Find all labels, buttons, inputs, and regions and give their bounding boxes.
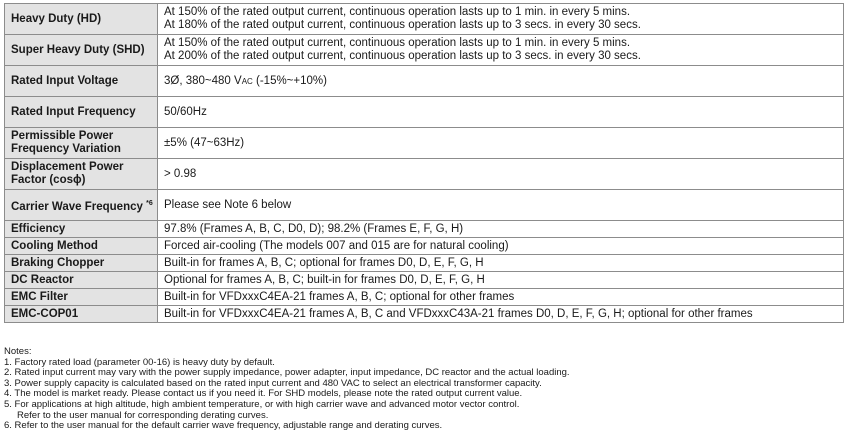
spec-table	[4, 3, 844, 323]
table-row	[5, 190, 844, 221]
row-value: Optional for frames A, B, C; built-in for frames D0, D, E, F, G, H	[158, 272, 844, 289]
notes-heading: Notes:	[4, 346, 32, 357]
row-value: Forced air-cooling (The models 007 and 015 are for natural cooling)	[158, 238, 844, 255]
row-value: Please see Note 6 below	[158, 190, 844, 221]
row-value	[158, 4, 844, 35]
row-value	[158, 66, 844, 97]
table-row	[5, 238, 844, 255]
row-label: Heavy Duty (HD)	[5, 4, 158, 35]
table-row	[5, 289, 844, 306]
table-row	[5, 255, 844, 272]
note-item: 3. Power supply capacity is calculated based on the rated input current and 480 VAC to select an electrical transformer capacity.	[4, 377, 542, 389]
row-value: 97.8% (Frames A, B, C, D0, D); 98.2% (Frames E, F, G, H)	[158, 221, 844, 238]
table-row	[5, 66, 844, 97]
row-value: > 0.98	[158, 159, 844, 190]
value-suffix: (-15%~+10%)	[252, 74, 327, 87]
notes-section	[4, 347, 844, 432]
table-row	[5, 35, 844, 66]
value-unit-sub: AC	[241, 76, 253, 86]
row-value-line: At 150% of the rated output current, continuous operation lasts up to 1 min. in every 5 mins.	[164, 6, 631, 18]
table-row	[5, 128, 844, 159]
row-label: Permissible Power Frequency Variation	[5, 128, 158, 159]
table-row	[5, 97, 844, 128]
spec-table-container	[4, 3, 844, 323]
row-label: Rated Input Frequency	[5, 97, 158, 128]
row-value: Built-in for VFDxxxC4EA-21 frames A, B, C and VFDxxxC43A-21 frames D0, D, E, F, G, H; optional for other frames	[158, 306, 844, 323]
row-value: 50/60Hz	[158, 97, 844, 128]
value-prefix: 3Ø, 380~480 V	[164, 74, 242, 87]
row-label: EMC Filter	[5, 289, 158, 306]
row-value-line: At 180% of the rated output current, continuous operation lasts up to 3 secs. in every 30 secs.	[164, 19, 641, 31]
row-value: Built-in for VFDxxxC4EA-21 frames A, B, C; optional for other frames	[158, 289, 844, 306]
row-label: EMC-COP01	[5, 306, 158, 323]
table-row	[5, 306, 844, 323]
footnote-marker: *6	[146, 199, 153, 207]
table-row	[5, 159, 844, 190]
note-item: 4. The model is market ready. Please contact us if you need it. For SHD models, please note the rated output current value.	[4, 388, 523, 400]
row-label: Displacement Power Factor (cosϕ)	[5, 159, 158, 190]
row-value-line: At 150% of the rated output current, continuous operation lasts up to 1 min. in every 5 mins.	[164, 37, 631, 49]
row-label: Braking Chopper	[5, 255, 158, 272]
note-item-continuation: Refer to the user manual for corresponding derating curves.	[17, 409, 269, 421]
note-item: 2. Rated input current may vary with the power supply impedance, power adapter, input impedance, DC reactor and the actual loading.	[4, 367, 570, 379]
row-label: Efficiency	[5, 221, 158, 238]
row-value	[158, 35, 844, 66]
note-item: 5. For applications at high altitude, high ambient temperature, or with high carrier wave and advanced motor vector control.	[4, 398, 520, 410]
row-label: Rated Input Voltage	[5, 66, 158, 97]
row-value: ±5% (47~63Hz)	[158, 128, 844, 159]
row-label	[5, 190, 158, 221]
row-value: Built-in for frames A, B, C; optional for frames D0, D, E, F, G, H	[158, 255, 844, 272]
row-label: Cooling Method	[5, 238, 158, 255]
table-row	[5, 4, 844, 35]
row-label: DC Reactor	[5, 272, 158, 289]
note-item: 6. Refer to the user manual for the default carrier wave frequency, adjustable range and derating curves.	[4, 420, 443, 432]
table-row	[5, 272, 844, 289]
row-value-line: At 200% of the rated output current, continuous operation lasts up to 3 secs. in every 30 secs.	[164, 50, 641, 62]
row-label: Super Heavy Duty (SHD)	[5, 35, 158, 66]
row-label-text: Carrier Wave Frequency	[11, 200, 143, 213]
table-row	[5, 221, 844, 238]
note-item: 1. Factory rated load (parameter 00-16) is heavy duty by default.	[4, 356, 275, 368]
